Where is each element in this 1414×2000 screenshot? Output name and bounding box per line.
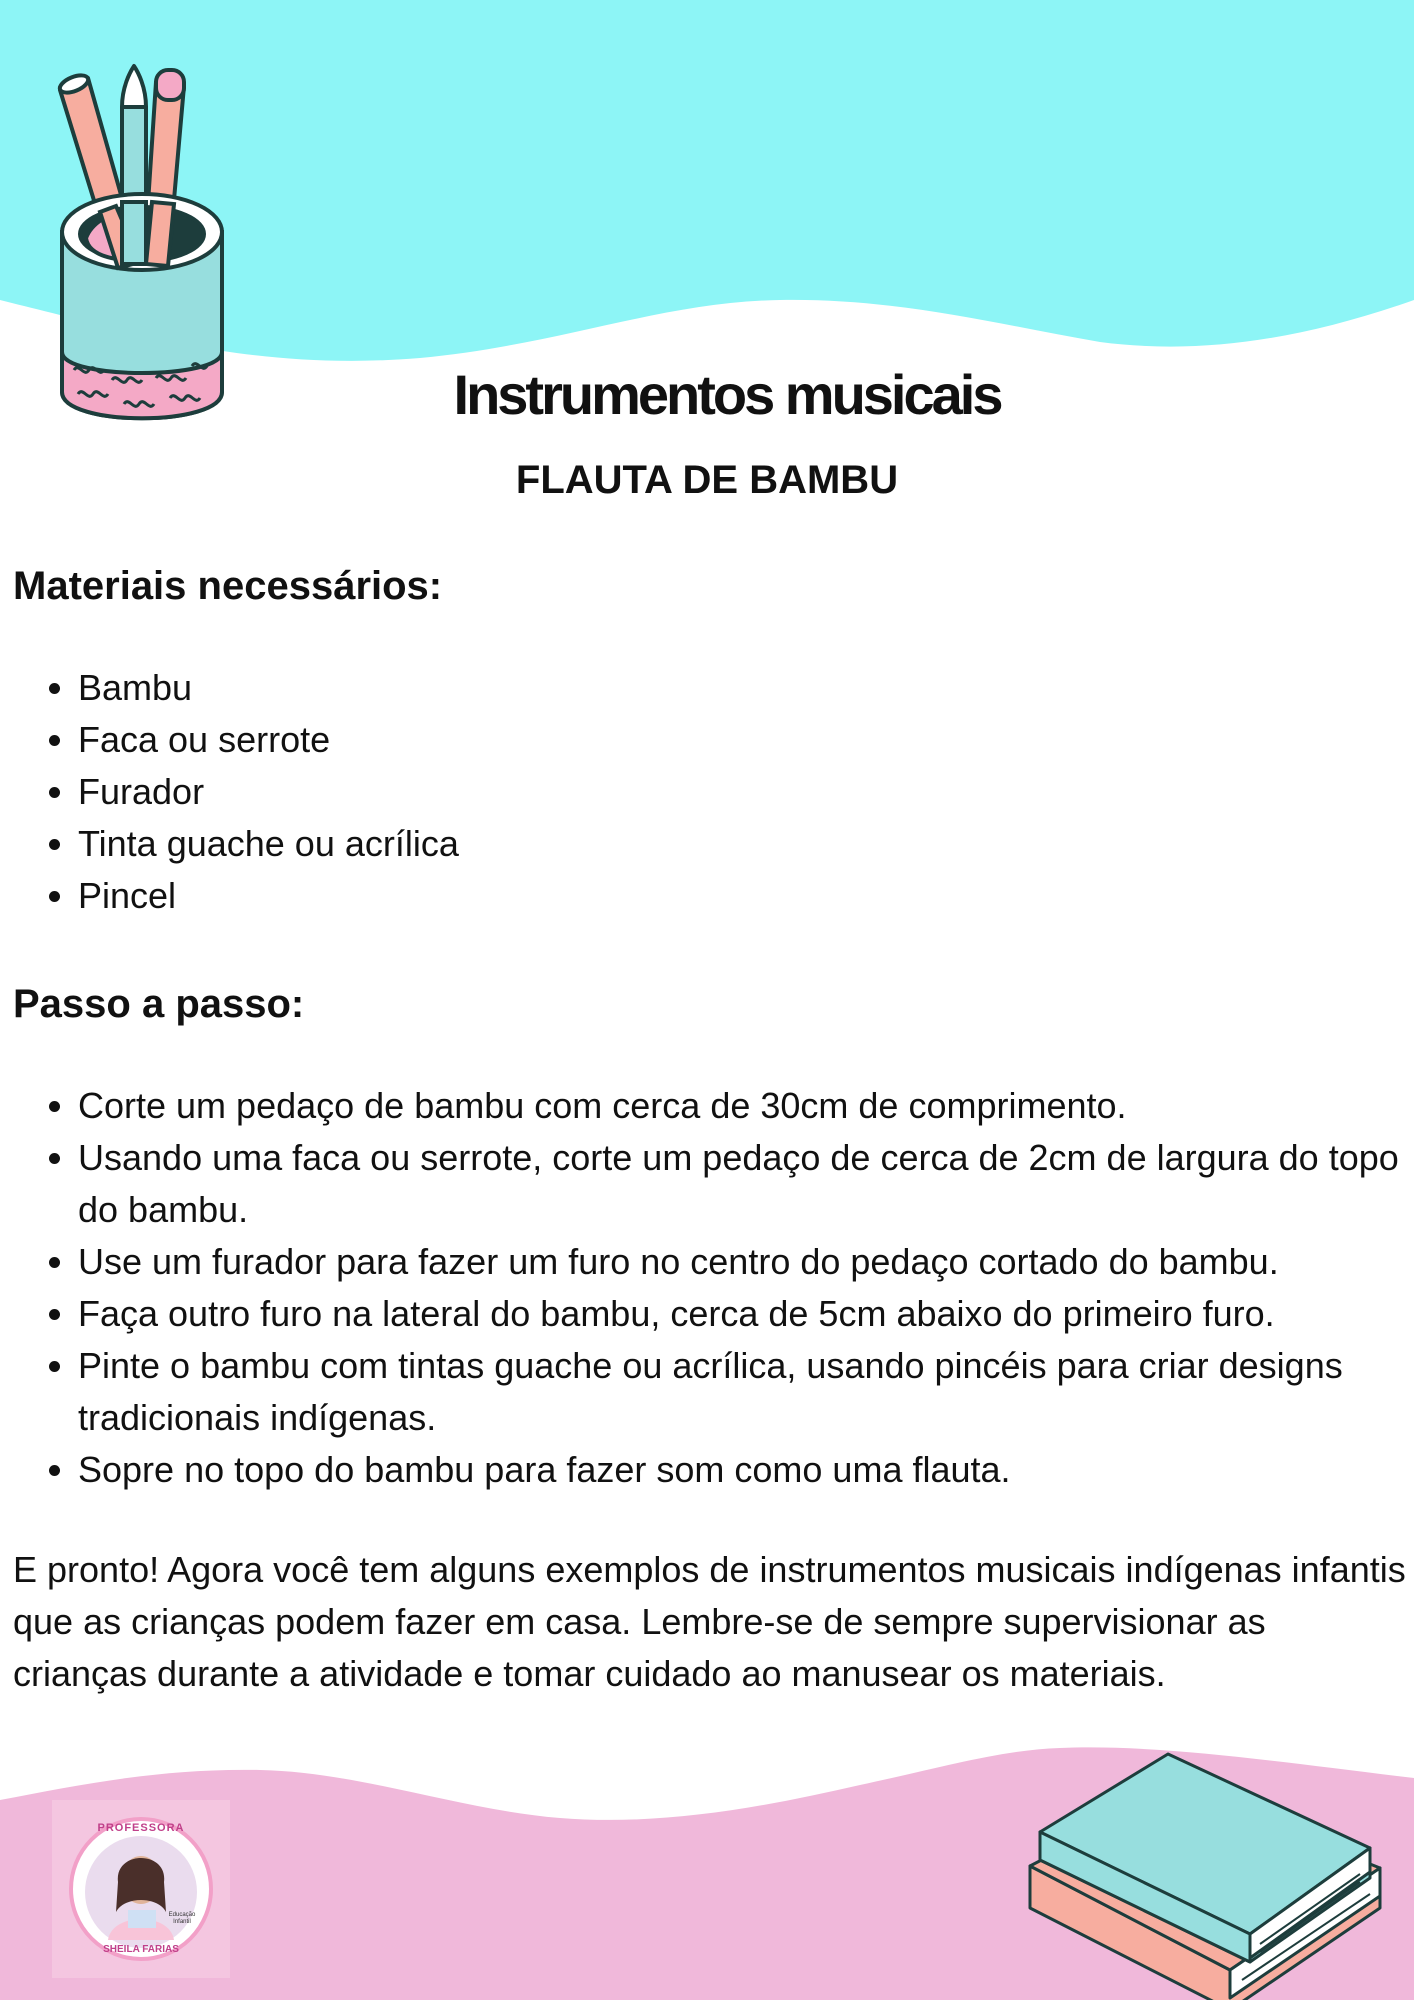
page-title: Instrumentos musicais <box>453 363 1001 426</box>
list-item: • Bambu <box>78 662 1408 714</box>
list-item: • Faca ou serrote <box>78 714 1408 766</box>
main-content <box>13 560 1408 1700</box>
books-icon <box>1020 1748 1390 2000</box>
materials-heading: Materiais necessários: <box>13 564 443 608</box>
materials-list <box>13 662 1408 922</box>
list-item: • Pincel <box>78 870 1408 922</box>
logo-top-text: PROFESSORA <box>97 1822 185 1834</box>
steps-heading: Passo a passo: <box>13 982 305 1026</box>
list-item: • Tinta guache ou acrílica <box>78 818 1408 870</box>
page-subtitle: FLAUTA DE BAMBU <box>515 458 899 502</box>
logo-sign-text: Educação Infantil <box>168 1912 196 1925</box>
steps-list <box>13 1080 1408 1496</box>
list-item: • Sopre no topo do bambu para fazer som como uma flauta. <box>78 1444 1408 1496</box>
list-item: • Faça outro furo na lateral do bambu, cerca de 5cm abaixo do primeiro furo. <box>78 1288 1408 1340</box>
list-item: • Furador <box>78 766 1408 818</box>
list-item: • Use um furador para fazer um furo no centro do pedaço cortado do bambu. <box>78 1236 1408 1288</box>
list-item: • Corte um pedaço de bambu com cerca de 30cm de comprimento. <box>78 1080 1408 1132</box>
list-item: • Pinte o bambu com tintas guache ou acrílica, usando pincéis para criar designs tradicionais indígenas. <box>78 1340 1408 1444</box>
list-item: • Usando uma faca ou serrote, corte um pedaço de cerca de 2cm de largura do topo do bambu. <box>78 1132 1408 1236</box>
logo-bottom-text: SHEILA FARIAS <box>103 1944 179 1955</box>
closing-paragraph: E pronto! Agora você tem alguns exemplos de instrumentos musicais indígenas infantis que as crianças podem fazer em casa. Lembre-se de sempre supervisionar as crianças durante a atividade e tomar cuidado ao manusear os materiais. <box>13 1549 1406 1694</box>
